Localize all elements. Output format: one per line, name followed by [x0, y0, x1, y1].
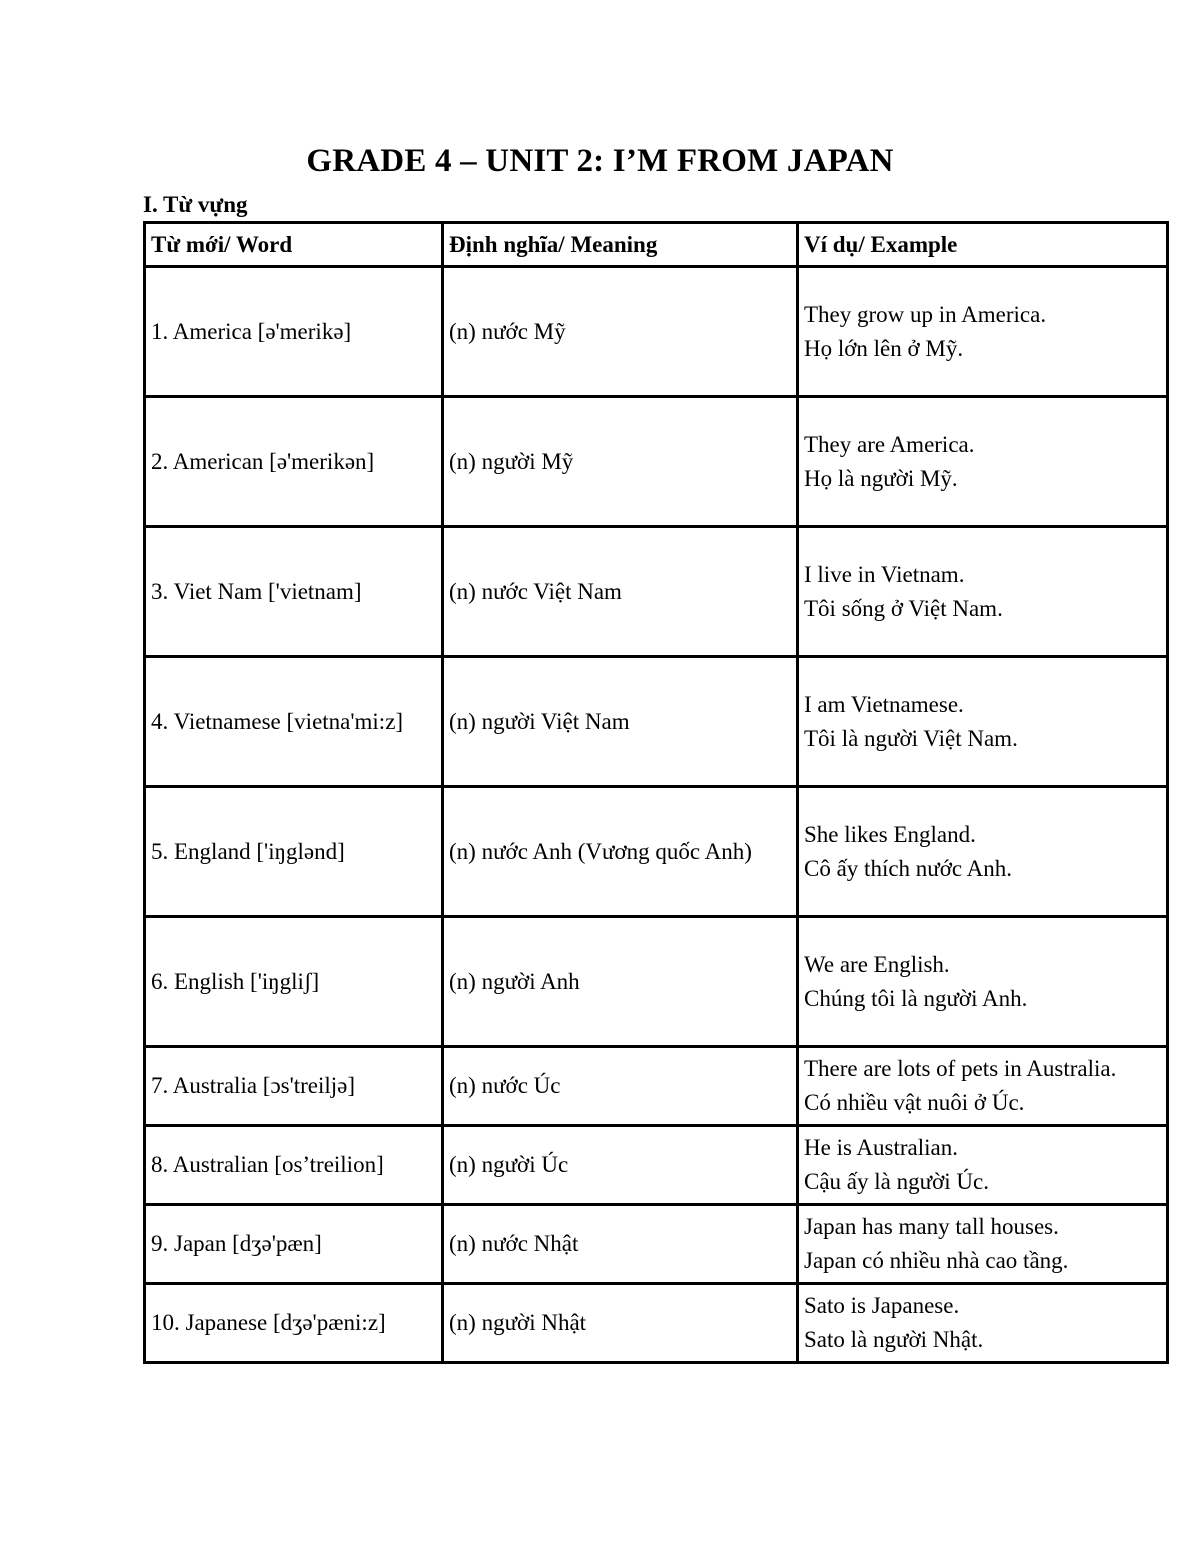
example-english: Japan has many tall houses. — [804, 1214, 1059, 1239]
header-example: Ví dụ/ Example — [798, 223, 1168, 267]
example-vietnamese: Tôi là người Việt Nam. — [804, 725, 1018, 751]
example-vietnamese: Họ lớn lên ở Mỹ. — [804, 335, 964, 361]
header-meaning: Định nghĩa/ Meaning — [443, 223, 798, 267]
vocabulary-table — [143, 221, 1169, 1364]
example-vietnamese: Cô ấy thích nước Anh. — [804, 855, 1012, 881]
table-row — [145, 917, 1168, 1047]
meaning-cell: (n) nước Anh (Vương quốc Anh) — [443, 787, 798, 917]
meaning-cell: (n) người Việt Nam — [443, 657, 798, 787]
example-english: She likes England. — [804, 821, 976, 847]
table-row — [145, 1205, 1168, 1284]
table-row — [145, 527, 1168, 657]
example-cell — [798, 1284, 1168, 1363]
example-vietnamese: Họ là người Mỹ. — [804, 465, 958, 491]
page-title: GRADE 4 – UNIT 2: I’M FROM JAPAN — [306, 143, 894, 179]
word-cell: 5. England ['iŋglənd] — [145, 787, 443, 917]
example-english: He is Australian. — [804, 1135, 958, 1160]
meaning-cell: (n) người Úc — [443, 1126, 798, 1205]
example-cell — [798, 1205, 1168, 1284]
example-english: They grow up in America. — [804, 301, 1047, 327]
meaning-cell: (n) nước Úc — [443, 1047, 798, 1126]
example-cell — [798, 657, 1168, 787]
table-row — [145, 1284, 1168, 1363]
example-cell — [798, 1126, 1168, 1205]
meaning-cell: (n) người Nhật — [443, 1284, 798, 1363]
word-cell: 3. Viet Nam ['vietnam] — [145, 527, 443, 657]
meaning-cell: (n) người Mỹ — [443, 397, 798, 527]
example-vietnamese: Sato là người Nhật. — [804, 1327, 984, 1352]
example-vietnamese: Japan có nhiều nhà cao tầng. — [804, 1248, 1069, 1273]
table-row — [145, 1126, 1168, 1205]
word-cell: 9. Japan [dʒə'pæn] — [145, 1205, 443, 1284]
example-cell — [798, 527, 1168, 657]
table-row — [145, 397, 1168, 527]
word-cell: 6. English ['iŋgliʃ] — [145, 917, 443, 1047]
example-english: They are America. — [804, 431, 975, 457]
meaning-cell: (n) nước Mỹ — [443, 267, 798, 397]
table-row — [145, 1047, 1168, 1126]
example-vietnamese: Cậu ấy là người Úc. — [804, 1169, 989, 1194]
example-english: I am Vietnamese. — [804, 691, 964, 717]
example-cell — [798, 1047, 1168, 1126]
word-cell: 7. Australia [ɔs'treiljə] — [145, 1047, 443, 1126]
example-cell — [798, 267, 1168, 397]
table-row — [145, 267, 1168, 397]
example-english: Sato is Japanese. — [804, 1293, 960, 1318]
word-cell: 4. Vietnamese [vietna'mi:z] — [145, 657, 443, 787]
word-cell: 8. Australian [os’treilion] — [145, 1126, 443, 1205]
meaning-cell: (n) nước Việt Nam — [443, 527, 798, 657]
example-cell — [798, 917, 1168, 1047]
example-vietnamese: Tôi sống ở Việt Nam. — [804, 595, 1003, 621]
word-cell: 10. Japanese [dʒə'pæni:z] — [145, 1284, 443, 1363]
meaning-cell: (n) nước Nhật — [443, 1205, 798, 1284]
example-english: There are lots of pets in Australia. — [804, 1056, 1117, 1081]
example-cell — [798, 787, 1168, 917]
example-english: I live in Vietnam. — [804, 561, 965, 587]
example-vietnamese: Chúng tôi là người Anh. — [804, 985, 1028, 1011]
header-word: Từ mới/ Word — [145, 223, 443, 267]
section-heading: I. Từ vựng — [143, 192, 248, 217]
table-header-row — [145, 223, 1168, 267]
meaning-cell: (n) người Anh — [443, 917, 798, 1047]
table-row — [145, 657, 1168, 787]
table-row — [145, 787, 1168, 917]
example-cell — [798, 397, 1168, 527]
example-vietnamese: Có nhiều vật nuôi ở Úc. — [804, 1090, 1025, 1115]
word-cell: 1. America [ə'merikə] — [145, 267, 443, 397]
word-cell: 2. American [ə'merikən] — [145, 397, 443, 527]
example-english: We are English. — [804, 951, 950, 977]
